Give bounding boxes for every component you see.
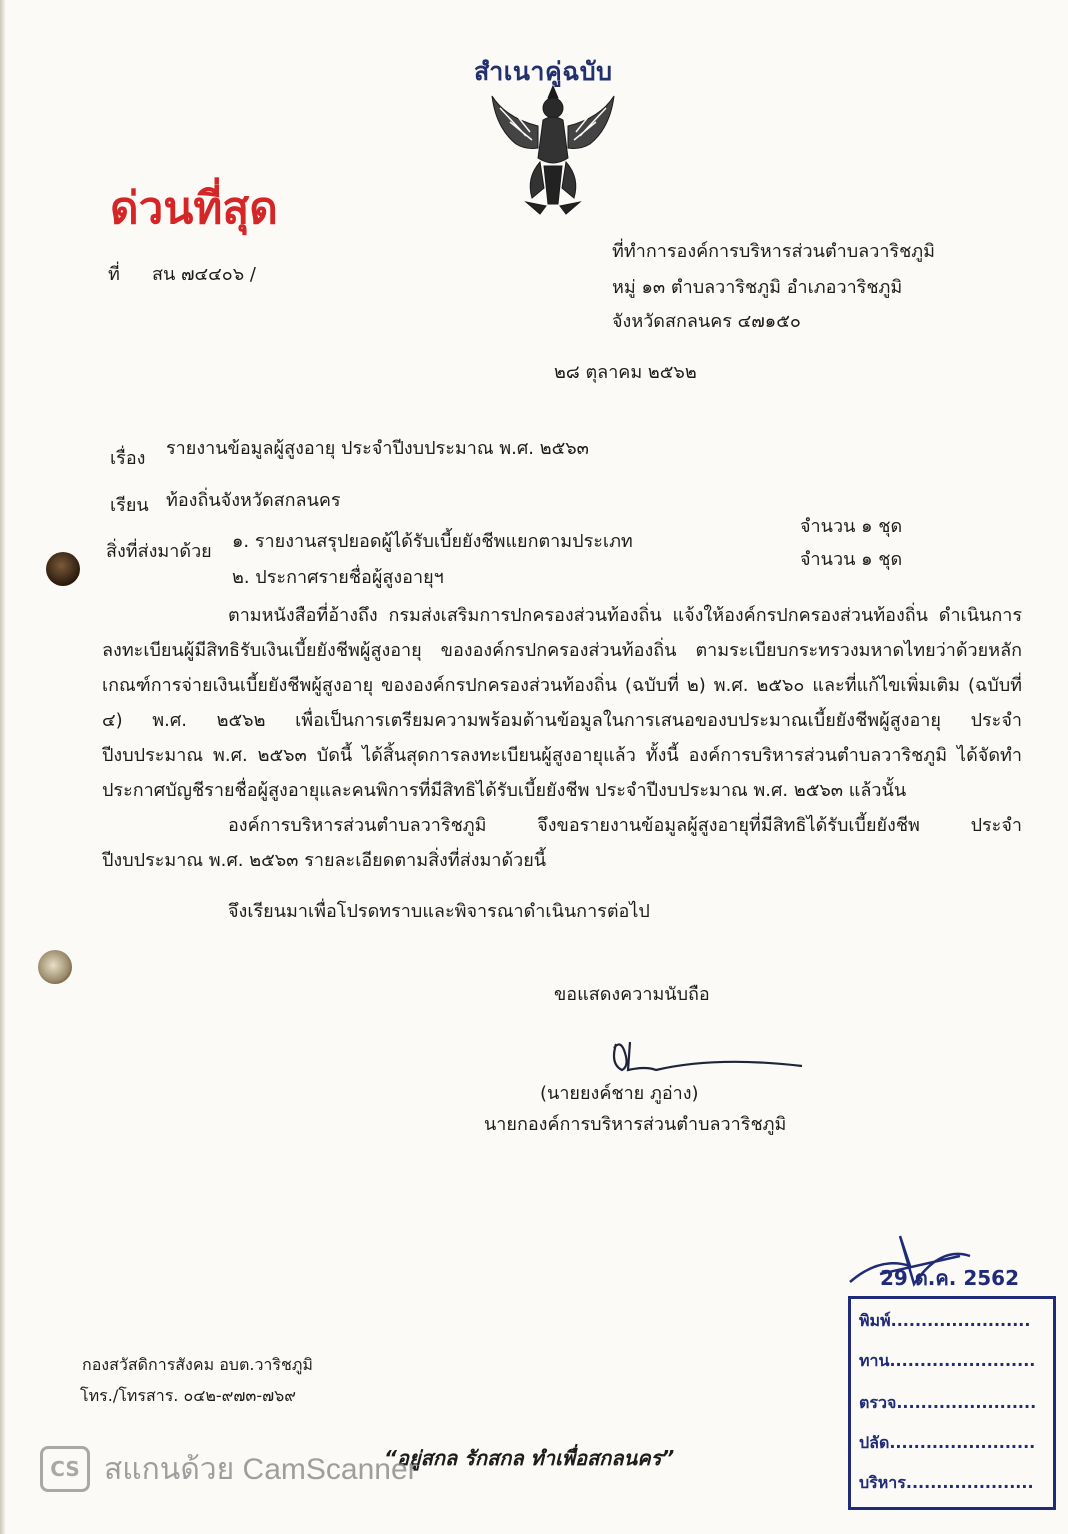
body-paragraph-2: องค์การบริหารส่วนตำบลวาริชภูมิ จึงขอรายงานข้อมูลผู้สูงอายุที่มีสิทธิได้รับเบี้ยยังชีพ ประจำปีงบประมาณ พ.ศ. ๒๕๖๓ รายละเอียดตามสิ่งที่ส่งมาด้วยนี้: [102, 815, 1022, 871]
footer-department: กองสวัสดิการสังคม อบต.วาริชภูมิ: [82, 1355, 313, 1374]
footer-motto: “อยู่สกล รักสกล ทำเพื่อสกลนคร”: [384, 1446, 675, 1470]
stamp-row-check: ตรวจ.......................: [859, 1393, 1037, 1412]
garuda-emblem-icon: [486, 78, 620, 218]
camscanner-logo-icon: CS: [40, 1446, 90, 1492]
signer-name: (นายยงค์ชาย ภูอ่าง): [540, 1083, 699, 1104]
stamp-row-admin: บริหาร.....................: [859, 1473, 1034, 1492]
enclosure-label: สิ่งที่ส่งมาด้วย: [106, 541, 212, 562]
doc-number: สน ๗๔๔๐๖ /: [152, 264, 256, 285]
punch-hole-top: [46, 552, 80, 586]
footer-phone: โทร./โทรสาร. ๐๔๒-๙๗๓-๗๖๙: [80, 1386, 297, 1405]
subject-label: เรื่อง: [110, 448, 146, 469]
doc-number-label: ที่: [108, 264, 120, 285]
recipient-text: ท้องถิ่นจังหวัดสกลนคร: [166, 490, 341, 511]
watermark-text: สแกนด้วย CamScanner: [104, 1452, 418, 1486]
closing-phrase: ขอแสดงความนับถือ: [554, 984, 710, 1005]
sender-address-line-3: จังหวัดสกลนคร ๔๗๑๕๐: [612, 311, 801, 332]
copy-stamp: สำเนาคู่ฉบับ: [474, 57, 613, 86]
stamp-row-review: ทาน........................: [859, 1351, 1036, 1370]
signer-title: นายกองค์การบริหารส่วนตำบลวาริชภูมิ: [484, 1114, 787, 1135]
camscanner-watermark: [40, 1446, 418, 1492]
received-stamp-box: [848, 1296, 1056, 1510]
body-paragraph-3: จึงเรียนมาเพื่อโปรดทราบและพิจารณาดำเนินการต่อไป: [228, 901, 650, 922]
enclosure-item-1: ๑. รายงานสรุปยอดผู้ได้รับเบี้ยยังชีพแยกตามประเภท: [232, 531, 633, 552]
recipient-label: เรียน: [110, 495, 149, 516]
enclosure-qty-1: จำนวน ๑ ชุด: [800, 516, 903, 537]
enclosure-qty-2: จำนวน ๑ ชุด: [800, 549, 903, 570]
sender-address-line-2: หมู่ ๑๓ ตำบลวาริชภูมิ อำเภอวาริชภูมิ: [612, 277, 903, 298]
sender-address-line-1: ที่ทำการองค์การบริหารส่วนตำบลวาริชภูมิ: [612, 241, 936, 262]
stamp-row-deputy: ปลัด........................: [859, 1433, 1036, 1452]
subject-text: รายงานข้อมูลผู้สูงอายุ ประจำปีงบประมาณ พ.ศ. ๒๕๖๓: [166, 438, 589, 459]
urgency-stamp: ด่วนที่สุด: [110, 183, 278, 234]
body-paragraph-1: ตามหนังสือที่อ้างถึง กรมส่งเสริมการปกครองส่วนท้องถิ่น แจ้งให้องค์กรปกครองส่วนท้องถิ่น ดำเนินการลงทะเบียนผู้มีสิทธิรับเงินเบี้ยยังชีพผู้สูงอายุ ขององค์กรปกครองส่วนท้องถิ่น ตามระเบียบกระทรวงมหาดไทยว่าด้วยหลักเกณฑ์การจ่ายเงินเบี้ยยังชีพผู้สูงอายุ ขององค์กรปกครองส่วนท้องถิ่น (ฉบับที่ ๒) พ.ศ. ๒๕๖๐ และที่แก้ไขเพิ่มเติม (ฉบับที่ ๔) พ.ศ. ๒๕๖๒ เพื่อเป็นการเตรียมความพร้อมด้านข้อมูลในการเสนอของบประมาณเบี้ยยังชีพผู้สูงอายุ ประจำปีงบประมาณ พ.ศ. ๒๕๖๓ บัดนี้ ได้สิ้นสุดการลงทะเบียนผู้สูงอายุแล้ว ทั้งนี้ องค์การบริหารส่วนตำบลวาริชภูมิ ได้จัดทำประกาศบัญชีรายชื่อผู้สูงอายุและคนพิการที่มีสิทธิได้รับเบี้ยยังชีพ ประจำปีงบประมาณ พ.ศ. ๒๕๖๓ แล้วนั้น: [102, 605, 1022, 801]
stamp-row-print: พิมพ์.......................: [859, 1311, 1031, 1330]
handwritten-signature: [596, 1036, 806, 1080]
received-date: 29 ต.ค. 2562: [880, 1266, 1019, 1290]
punch-hole-bottom: [38, 950, 72, 984]
scan-edge-shadow: [0, 0, 6, 1534]
enclosure-item-2: ๒. ประกาศรายชื่อผู้สูงอายุฯ: [232, 567, 444, 588]
letter-date: ๒๘ ตุลาคม ๒๕๖๒: [554, 362, 697, 383]
